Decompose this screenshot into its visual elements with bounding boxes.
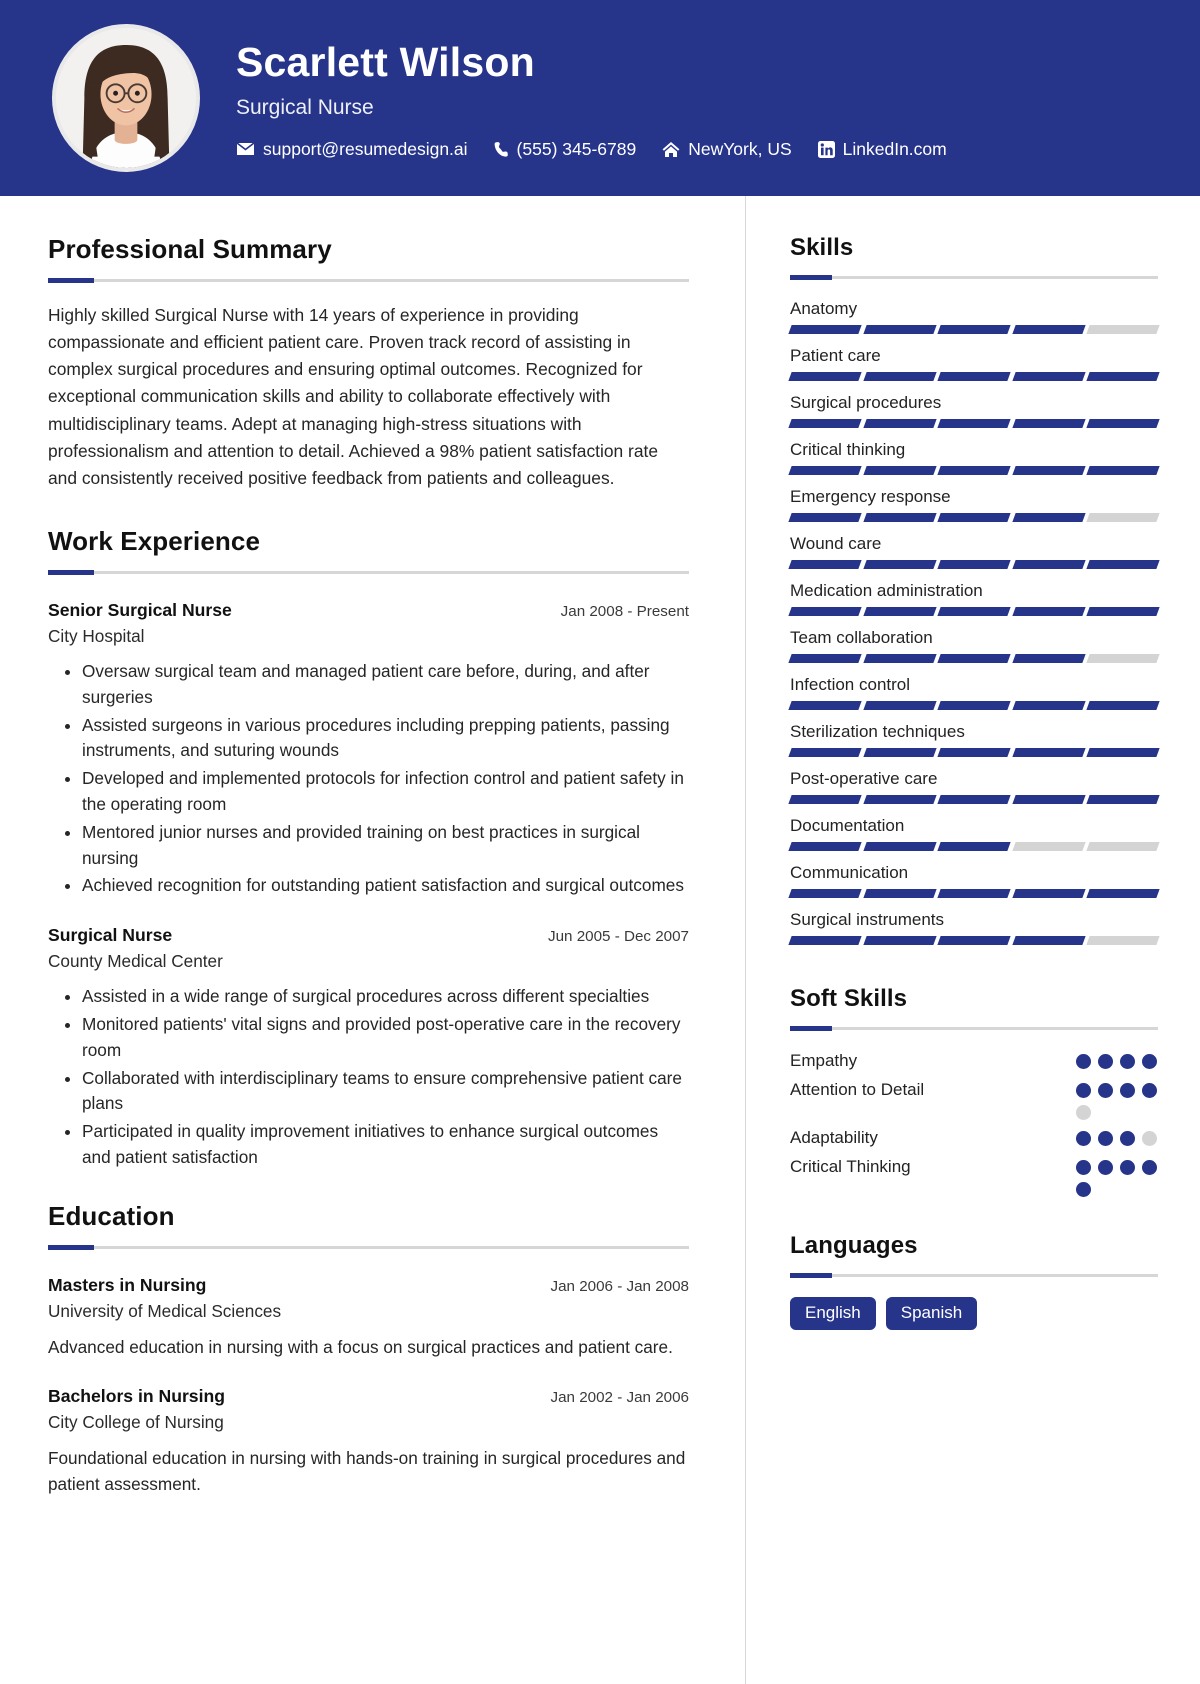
envelope-icon — [236, 142, 255, 156]
skill-bar-segment — [1012, 936, 1085, 945]
skill-bar-segment — [863, 701, 936, 710]
linkedin-icon — [818, 141, 835, 158]
skill-bar-segment — [863, 795, 936, 804]
skill-bar-segment — [1087, 842, 1160, 851]
list-item: • Mentored junior nurses and provided training on best practices in surgical nursing — [82, 820, 689, 872]
skill-bar-segment — [938, 372, 1011, 381]
rating-dot — [1142, 1054, 1157, 1069]
skill-label: Team collaboration — [790, 628, 933, 647]
skill-bar-segment — [788, 701, 861, 710]
education-dates: Jan 2006 - Jan 2008 — [550, 1277, 689, 1295]
list-item: • Participated in quality improvement initiatives to enhance surgical outcomes and patient satisfaction — [82, 1119, 689, 1171]
skill-bar-segment — [1087, 654, 1160, 663]
skill-bar-segment — [788, 560, 861, 569]
rating-dot — [1142, 1131, 1157, 1146]
soft-skill-row — [790, 1050, 1158, 1072]
rating-dot — [1142, 1160, 1157, 1175]
language-chip: English — [790, 1297, 876, 1331]
experience-role: Senior Surgical Nurse — [48, 599, 232, 620]
skill-bar-segment — [1087, 889, 1160, 898]
skill-level-bar — [790, 842, 1158, 851]
skill-bar-segment — [788, 607, 861, 616]
list-item: • Collaborated with interdisciplinary teams to ensure comprehensive patient care plans — [82, 1066, 689, 1118]
skill-level-bar — [790, 325, 1158, 334]
sidebar-column — [745, 196, 1200, 1684]
contact-phone[interactable] — [494, 139, 637, 160]
section-heading-education: Education — [48, 1200, 175, 1231]
section-professional-summary — [48, 234, 689, 492]
experience-header — [48, 925, 689, 946]
skill-bar-segment — [788, 513, 861, 522]
list-item: • Oversaw surgical team and managed patient care before, during, and after surgeries — [82, 659, 689, 711]
rating-dot — [1098, 1083, 1113, 1098]
spacer — [48, 492, 689, 526]
skill-label: Emergency response — [790, 487, 951, 506]
spacer — [790, 1204, 1158, 1232]
skill-row — [790, 910, 1158, 945]
section-heading-skills: Skills — [790, 234, 854, 261]
skill-label: Critical thinking — [790, 440, 906, 459]
skill-row — [790, 299, 1158, 334]
skill-bar-segment — [788, 936, 861, 945]
spacer — [48, 1173, 689, 1201]
education-description: Foundational education in nursing with hands-on training in surgical procedures and patient assessment. — [48, 1447, 686, 1495]
skill-label: Anatomy — [790, 299, 858, 318]
skill-bar-segment — [1012, 701, 1085, 710]
skill-bar-segment — [938, 607, 1011, 616]
skill-bar-segment — [1087, 372, 1160, 381]
skill-bar-segment — [1012, 842, 1085, 851]
skill-label: Surgical instruments — [790, 910, 945, 929]
skill-bar-segment — [1012, 372, 1085, 381]
profile-photo-illustration — [56, 28, 196, 168]
skill-row — [790, 816, 1158, 851]
section-heading-soft-skills: Soft Skills — [790, 985, 908, 1012]
skill-bar-segment — [788, 654, 861, 663]
skill-bar-segment — [1087, 325, 1160, 334]
skill-bar-segment — [938, 466, 1011, 475]
skill-level-bar — [790, 654, 1158, 663]
soft-skill-label: Adaptability — [790, 1127, 878, 1147]
skill-bar-segment — [1087, 748, 1160, 757]
soft-skill-label: Attention to Detail — [790, 1079, 925, 1099]
contact-linkedin-text: LinkedIn.com — [842, 138, 947, 159]
rating-dot — [1076, 1160, 1091, 1175]
section-skills — [790, 234, 1158, 945]
skill-bar-segment — [938, 936, 1011, 945]
skill-label: Surgical procedures — [790, 393, 942, 412]
section-heading-experience: Work Experience — [48, 525, 261, 556]
skill-bar-segment — [863, 325, 936, 334]
experience-organization: City Hospital — [48, 625, 145, 646]
experience-header — [48, 600, 689, 621]
skill-bar-segment — [1087, 560, 1160, 569]
section-languages — [790, 1232, 1158, 1331]
skill-bar-segment — [863, 748, 936, 757]
section-divider — [790, 276, 1158, 279]
section-soft-skills — [790, 985, 1158, 1197]
rating-dot — [1120, 1160, 1135, 1175]
rating-dot — [1120, 1054, 1135, 1069]
languages-list — [790, 1297, 1158, 1331]
soft-skill-row — [790, 1156, 1158, 1197]
soft-skill-rating — [1076, 1127, 1158, 1146]
section-divider — [48, 279, 689, 282]
soft-skill-row — [790, 1079, 1158, 1120]
skill-bar-segment — [1087, 701, 1160, 710]
education-dates: Jan 2002 - Jan 2006 — [550, 1388, 689, 1406]
section-work-experience — [48, 526, 689, 1171]
skills-list — [790, 299, 1158, 945]
spacer — [790, 957, 1158, 985]
skill-bar-segment — [938, 560, 1011, 569]
rating-dot — [1098, 1131, 1113, 1146]
contact-email-text: support@resumedesign.ai — [263, 138, 468, 159]
skill-bar-segment — [863, 560, 936, 569]
skill-bar-segment — [788, 889, 861, 898]
skill-label: Patient care — [790, 346, 881, 365]
contact-email[interactable] — [236, 139, 468, 160]
skill-bar-segment — [863, 842, 936, 851]
phone-icon — [494, 141, 509, 158]
skill-bar-segment — [788, 748, 861, 757]
home-icon — [662, 141, 680, 158]
section-education — [48, 1201, 689, 1497]
skill-bar-segment — [938, 889, 1011, 898]
rating-dot — [1120, 1083, 1135, 1098]
skill-bar-segment — [938, 419, 1011, 428]
skill-bar-segment — [1087, 936, 1160, 945]
contact-location[interactable] — [662, 139, 791, 160]
rating-dot — [1120, 1131, 1135, 1146]
skill-bar-segment — [1012, 654, 1085, 663]
soft-skill-rating — [1076, 1050, 1158, 1069]
skill-bar-segment — [1087, 466, 1160, 475]
header-text-block — [236, 36, 947, 160]
job-title: Surgical Nurse — [236, 95, 374, 119]
section-heading-languages: Languages — [790, 1231, 918, 1259]
skill-bar-segment — [1012, 560, 1085, 569]
experience-item — [48, 600, 689, 899]
skill-bar-segment — [863, 513, 936, 522]
rating-dot — [1076, 1083, 1091, 1098]
education-school: University of Medical Sciences — [48, 1300, 282, 1321]
soft-skill-row — [790, 1127, 1158, 1149]
skill-bar-segment — [788, 795, 861, 804]
skill-bar-segment — [863, 372, 936, 381]
education-description: Advanced education in nursing with a focus on surgical practices and patient care. — [48, 1336, 673, 1357]
resume-body — [0, 196, 1200, 1684]
skill-bar-segment — [1012, 419, 1085, 428]
experience-bullet-list — [48, 984, 689, 1171]
skill-bar-segment — [788, 466, 861, 475]
skill-bar-segment — [1012, 607, 1085, 616]
contact-location-text: NewYork, US — [688, 138, 792, 159]
section-divider — [48, 571, 689, 574]
skill-level-bar — [790, 466, 1158, 475]
skill-level-bar — [790, 889, 1158, 898]
skill-bar-segment — [938, 842, 1011, 851]
skill-bar-segment — [1087, 795, 1160, 804]
rating-dot — [1098, 1054, 1113, 1069]
education-degree: Bachelors in Nursing — [48, 1385, 225, 1406]
avatar — [52, 24, 200, 172]
skill-label: Communication — [790, 863, 909, 882]
rating-dot — [1076, 1054, 1091, 1069]
education-school: City College of Nursing — [48, 1411, 224, 1432]
skill-bar-segment — [1012, 889, 1085, 898]
experience-item — [48, 925, 689, 1171]
list-item: • Assisted in a wide range of surgical procedures across different specialties — [82, 984, 689, 1010]
list-item: • Developed and implemented protocols for infection control and patient safety in the operating room — [82, 766, 689, 818]
skill-bar-segment — [1087, 419, 1160, 428]
skill-bar-segment — [863, 419, 936, 428]
skill-row — [790, 393, 1158, 428]
skill-row — [790, 863, 1158, 898]
skill-label: Sterilization techniques — [790, 722, 965, 741]
rating-dot — [1098, 1160, 1113, 1175]
skill-bar-segment — [938, 748, 1011, 757]
skill-bar-segment — [788, 372, 861, 381]
skill-level-bar — [790, 607, 1158, 616]
skill-bar-segment — [1012, 325, 1085, 334]
section-divider — [790, 1274, 1158, 1277]
rating-dot — [1076, 1182, 1091, 1197]
skill-row — [790, 628, 1158, 663]
contact-row — [236, 139, 947, 160]
skill-label: Documentation — [790, 816, 905, 835]
skill-row — [790, 534, 1158, 569]
skill-bar-segment — [863, 607, 936, 616]
contact-linkedin[interactable] — [818, 139, 947, 160]
education-degree: Masters in Nursing — [48, 1274, 207, 1295]
skill-bar-segment — [788, 842, 861, 851]
skill-label: Medication administration — [790, 581, 983, 600]
rating-dot — [1076, 1105, 1091, 1120]
language-chip: Spanish — [886, 1297, 977, 1331]
skill-level-bar — [790, 701, 1158, 710]
soft-skill-rating — [1076, 1156, 1158, 1197]
skill-bar-segment — [938, 795, 1011, 804]
skill-bar-segment — [1087, 513, 1160, 522]
skill-bar-segment — [1012, 748, 1085, 757]
soft-skills-list — [790, 1050, 1158, 1197]
skill-level-bar — [790, 513, 1158, 522]
education-item — [48, 1386, 689, 1497]
list-item: • Achieved recognition for outstanding patient satisfaction and surgical outcomes — [82, 873, 689, 899]
soft-skill-label: Critical Thinking — [790, 1156, 911, 1176]
skill-bar-segment — [938, 513, 1011, 522]
experience-role: Surgical Nurse — [48, 925, 173, 946]
rating-dot — [1076, 1131, 1091, 1146]
education-header — [48, 1275, 689, 1296]
main-column — [0, 196, 745, 1684]
skill-row — [790, 581, 1158, 616]
skill-level-bar — [790, 372, 1158, 381]
skill-label: Post-operative care — [790, 769, 938, 788]
rating-dot — [1142, 1083, 1157, 1098]
experience-dates: Jan 2008 - Present — [560, 602, 689, 620]
experience-organization: County Medical Center — [48, 951, 223, 972]
skill-level-bar — [790, 936, 1158, 945]
section-divider — [790, 1027, 1158, 1030]
skill-bar-segment — [1087, 607, 1160, 616]
skill-row — [790, 769, 1158, 804]
skill-row — [790, 675, 1158, 710]
skill-row — [790, 722, 1158, 757]
education-item — [48, 1275, 689, 1360]
skill-row — [790, 487, 1158, 522]
soft-skill-rating — [1076, 1079, 1158, 1120]
skill-level-bar — [790, 560, 1158, 569]
skill-bar-segment — [938, 701, 1011, 710]
skill-row — [790, 440, 1158, 475]
skill-bar-segment — [1012, 513, 1085, 522]
skill-label: Infection control — [790, 675, 911, 694]
skill-label: Wound care — [790, 534, 882, 553]
section-divider — [48, 1246, 689, 1249]
page-title: Scarlett Wilson — [236, 39, 535, 86]
skill-bar-segment — [938, 654, 1011, 663]
skill-bar-segment — [1012, 795, 1085, 804]
skill-bar-segment — [938, 325, 1011, 334]
skill-bar-segment — [1012, 466, 1085, 475]
skill-level-bar — [790, 419, 1158, 428]
soft-skill-label: Empathy — [790, 1051, 858, 1070]
experience-dates: Jun 2005 - Dec 2007 — [547, 928, 689, 946]
experience-bullet-list — [48, 659, 689, 899]
education-header — [48, 1386, 689, 1407]
section-heading-summary: Professional Summary — [48, 234, 332, 264]
skill-bar-segment — [863, 466, 936, 475]
skill-bar-segment — [788, 419, 861, 428]
skill-row — [790, 346, 1158, 381]
summary-text: Highly skilled Surgical Nurse with 14 years of experience in providing compassionate and efficient patient care. Proven track record of assisting in complex surgical procedures and ensuring optimal outcomes. Recognized for exceptional communication skills and ability to collaborate effectively with multidisciplinary teams. Adept at managing high-stress situations with professionalism and attention to detail. Achieved a 98% patient satisfaction rate and consistently received positive feedback from patients and colleagues. — [48, 305, 659, 488]
list-item: • Monitored patients' vital signs and provided post-operative care in the recovery room — [82, 1012, 689, 1064]
skill-level-bar — [790, 795, 1158, 804]
skill-bar-segment — [863, 936, 936, 945]
skill-bar-segment — [863, 889, 936, 898]
skill-level-bar — [790, 748, 1158, 757]
resume-header — [0, 0, 1200, 196]
list-item: • Assisted surgeons in various procedures including prepping patients, passing instruments, and suturing wounds — [82, 713, 689, 765]
skill-bar-segment — [863, 654, 936, 663]
contact-phone-text: (555) 345-6789 — [516, 138, 637, 159]
skill-bar-segment — [788, 325, 861, 334]
